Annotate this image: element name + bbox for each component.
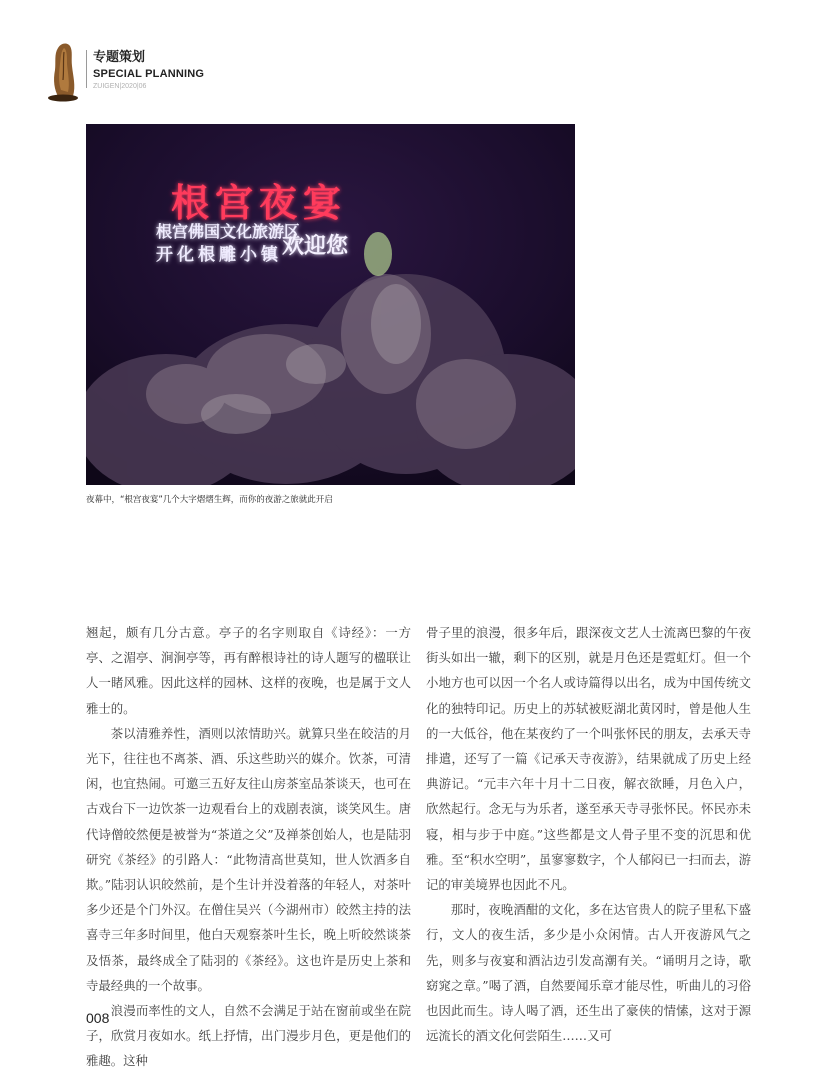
sign-title: 根宫夜宴	[171, 180, 348, 225]
page-number: 008	[86, 1010, 110, 1026]
paragraph: 浪漫而率性的文人，自然不会满足于站在窗前或坐在院子，欣赏月夜如水。纸上抒情，出门漫步月色，更是他们的雅趣。这种	[86, 1003, 411, 1069]
paragraph: 那时，夜晚酒酣的文化，多在达官贵人的院子里私下盛行，文人的夜生活，多少是小众闲情。古人开夜游风气之先，则多与夜宴和酒沾边引发高潮有关。“诵明月之诗，歌窈窕之章。”喝了酒，自然要闻乐章才能尽性，听曲儿的习俗也因此而生。诗人喝了酒，还生出了豪侠的情愫，这对于源远流长的酒文化何尝陌生……又可	[426, 902, 751, 1044]
sign-line-1: 根宫佛国文化旅游区	[156, 222, 301, 241]
sign-line-2: 开化根雕小镇	[156, 245, 282, 265]
section-title-cn: 专题策划	[93, 50, 146, 65]
paragraph: 茶以清雅养性，酒则以浓情助兴。就算只坐在皎洁的月光下，往往也不离茶、酒、乐这些助兴的媒介。饮茶，可清闲，也宜热闹。可邀三五好友往山房茶室品茶谈天，也可在古戏台下一边饮茶一边观看台上的戏剧表演，谈笑风生。唐代诗僧皎然便是被誉为“茶道之父”及禅茶创始人，也是陆羽研究《茶经》的引路人：“此物清高世莫知，世人饮酒多自欺。”陆羽认识皎然前，是个生计并没着落的年轻人，对茶叶多少还是个门外汉。在僧住吴兴（今湖州市）皎然主持的法喜寺三年多时间里，他白天观察茶叶生长，晚上听皎然谈茶及悟茶，最终成全了陆羽的《茶经》。这也许是历史上茶和寺最经典的一个故事。	[86, 725, 411, 993]
sign-welcome: 欢迎您	[282, 234, 349, 259]
paragraph: 骨子里的浪漫，很多年后，跟深夜文艺人士流离巴黎的午夜街头如出一辙，剩下的区别，就是月色还是霓虹灯。但一个小地方也可以因一个名人或诗篇得以出名，成为中国传统文化的独特印记。历史上的苏轼被贬湖北黄冈时，曾是他人生的一大低谷，他在某夜约了一个叫张怀民的朋友，去承天寺排遣，还写了一篇《记承天寺夜游》，结果就成了历史上经典游记。“元丰六年十月十二日夜，解衣欲睡，月色入户，欣然起行。念无与为乐者，遂至承天寺寻张怀民。怀民亦未寝，相与步于中庭。”这些都是文人骨子里不变的沉思和优雅。至“积水空明”，虽寥寥数字，个人郁闷已一扫而去，游记的审美境界也因此不凡。	[426, 625, 751, 893]
night-sign-photo	[86, 124, 575, 485]
article-column-left	[86, 620, 411, 1074]
root-sculpture-logo-icon	[46, 40, 80, 102]
issue-code: ZUIGEN|2020|06	[93, 83, 147, 90]
section-title-en: SPECIAL PLANNING	[93, 68, 205, 80]
article-column-right	[426, 620, 751, 1048]
photo-caption: 夜幕中，“根宫夜宴”几个大字熠熠生辉，而你的夜游之旅就此开启	[86, 495, 333, 505]
paragraph: 翘起，颇有几分古意。亭子的名字则取自《诗经》：一方亭、之湄亭、涧涧亭等，再有醉根诗社的诗人题写的楹联让人一睹风雅。因此这样的园林、这样的夜晚，也是属于文人雅士的。	[86, 625, 411, 716]
header-divider	[86, 50, 87, 88]
